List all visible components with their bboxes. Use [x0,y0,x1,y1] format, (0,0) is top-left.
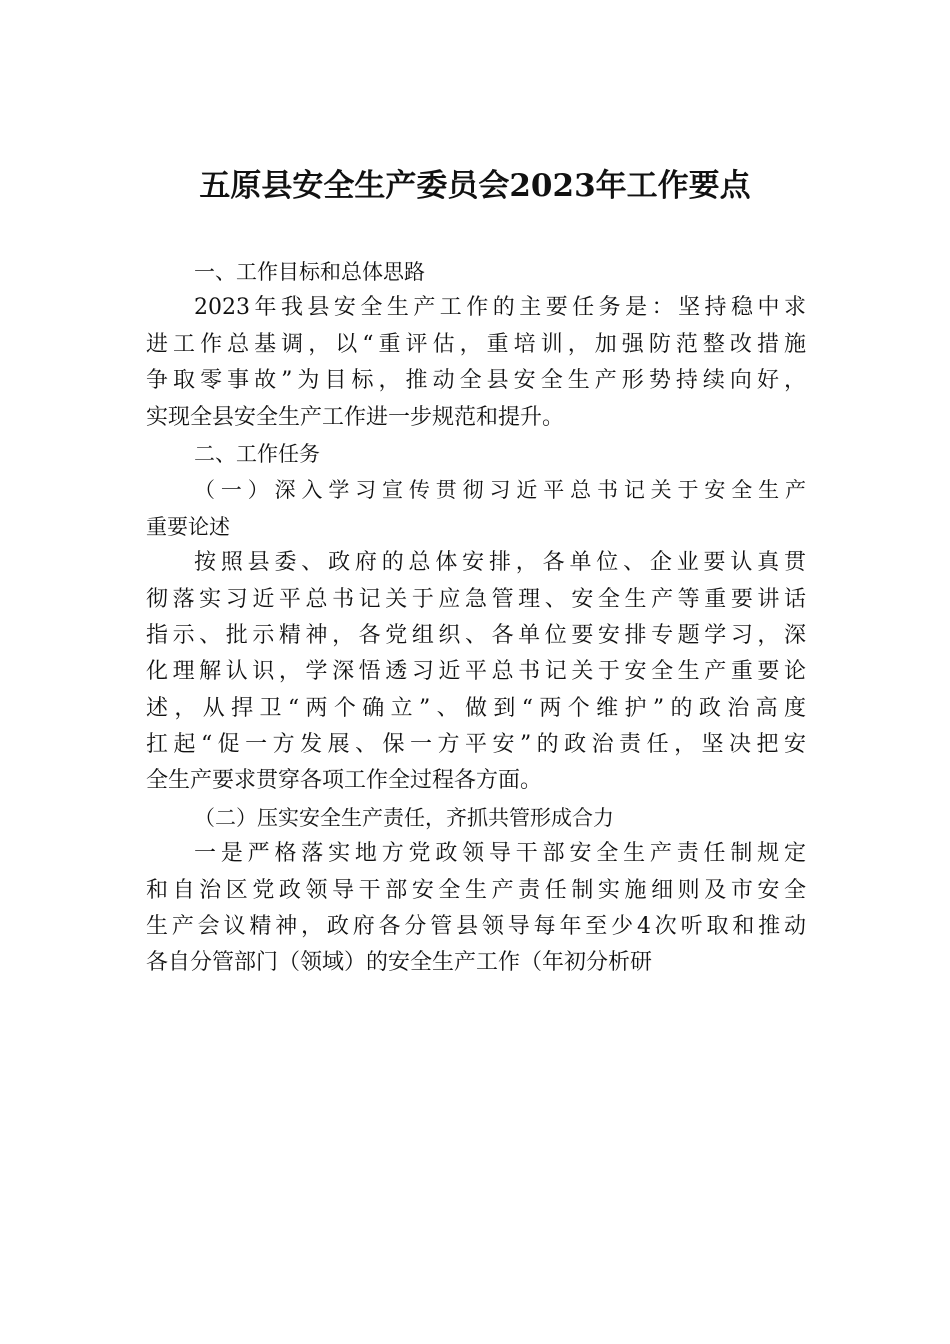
paragraph-goals [146,290,806,436]
section-heading-goals: 一、工作目标和总体思路 [194,260,425,284]
paragraph-line: 各自分管部门（领域）的安全生产工作（年初分析研 [146,950,653,976]
paragraph-line: 实现全县安全生产工作进一步规范和提升。 [146,404,565,430]
paragraph-line: 按照县委、政府的总体安排，各单位、企业要认真贯 [194,550,806,576]
paragraph-line: 一是严格落实地方党政领导干部安全生产责任制规定 [194,841,806,867]
subsection-heading-line: （一）深入学习宣传贯彻习近平总书记关于安全生产 [194,478,806,503]
paragraph-line: 全生产要求贯穿各项工作全过程各方面。 [146,768,543,794]
subsection-heading-responsibility: （二）压实安全生产责任，齐抓共管形成合力 [194,805,614,830]
paragraph-line: 化理解认识，学深悟透习近平总书记关于安全生产重要论 [146,659,806,685]
paragraph-line: 扛起“促一方发展、保一方平安”的政治责任，坚决把安 [146,732,806,758]
paragraph-line: 指示、批示精神，各党组织、各单位要安排专题学习，深 [146,622,806,648]
paragraph-line: 2023年我县安全生产工作的主要任务是：坚持稳中求 [194,295,806,321]
paragraph-line: 争取零事故”为目标，推动全县安全生产形势持续向好， [146,368,806,394]
section-heading-tasks: 二、工作任务 [194,441,320,466]
subsection-heading-line: 重要论述 [146,514,230,539]
paragraph-responsibility [146,836,806,982]
paragraph-line: 彻落实习近平总书记关于应急管理、安全生产等重要讲话 [146,586,806,612]
document-body [146,254,806,982]
paragraph-line: 进工作总基调，以“重评估，重培训，加强防范整改措施 [146,331,806,357]
paragraph-line: 述，从捍卫“两个确立”、做到“两个维护”的政治高度 [146,695,806,721]
paragraph-line: 生产会议精神，政府各分管县领导每年至少4次听取和推动 [146,914,806,940]
paragraph-study [146,545,806,800]
subsection-heading-study [146,472,806,545]
paragraph-line: 和自治区党政领导干部安全生产责任制实施细则及市安全 [146,877,806,903]
document-title: 五原县安全生产委员会2023年工作要点 [199,168,751,204]
